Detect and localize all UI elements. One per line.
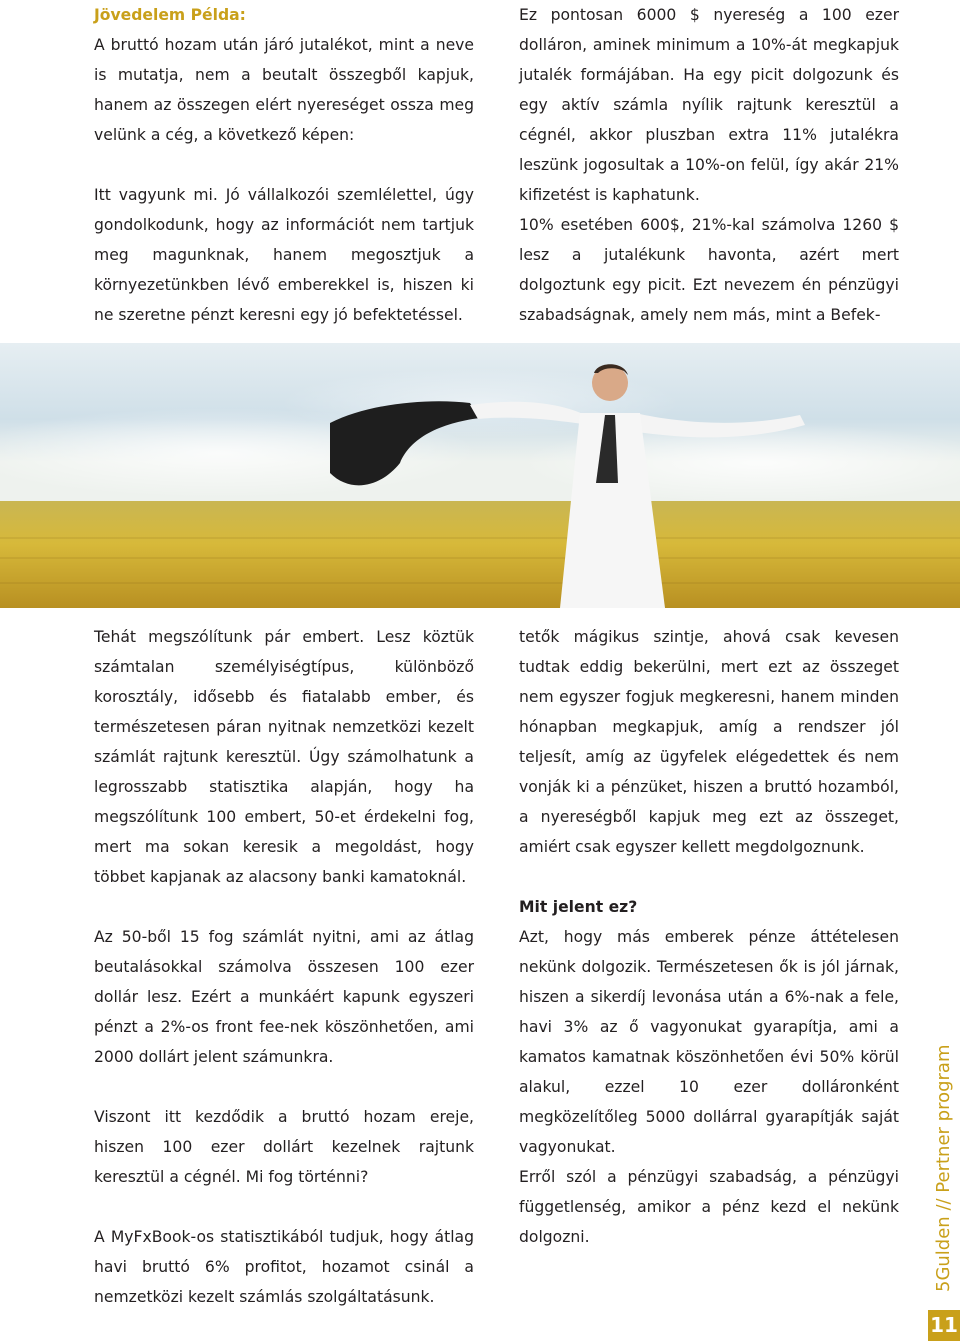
paragraph: A bruttó hozam után járó jutalékot, mint a neve is mutatja, nem a beutalt összegből kapjuk, hanem az összegen elért nyereséget ossza meg velünk a cég, a következő képen: [94,36,474,144]
top-right-column [519,0,899,330]
paragraph: Az 50-ből 15 fog számlát nyitni, ami az átlag beutalásokkal számolva összesen 100 ezer dollár lesz. Ezért a munkáért kapunk egyszeri pénzt a 2%-os front fee-nek köszönhetően, ami 2000 dollárt jelent számunkra. [94,928,474,1066]
businessman-field-photo [0,343,960,608]
top-left-column [94,0,474,330]
section-heading: Jövedelem Példa: [94,6,246,24]
paragraph: Tehát megszólítunk pár embert. Lesz köztük számtalan személyiségtípus, különböző korosztály, idősebb és fiatalabb ember, és természetesen páran nyitnak nemzetközi kezelt számlát rajtunk keresztül. Úgy számolhatunk a legrosszabb statisztika alapján, hogy ha megszólítunk 100 embert, 50-et érdekelni fog, mert ma sokan keresik a megoldást, hogy többet kapjanak az alacsony banki kamatoknál. [94,628,474,886]
bottom-left-column [94,622,474,1312]
paragraph: Ez pontosan 6000 $ nyereség a 100 ezer dolláron, aminek minimum a 10%-át megkapjuk jutalék formájában. Ha egy picit dolgozunk és egy aktív számla nyílik rajtunk keresztül a cégnél, akkor pluszban extra 11% jutalékra leszünk jogosultak a 10%-on felül, így akár 21% kifizetést is kaphatunk. [519,6,899,204]
paragraph: 10% esetében 600$, 21%-kal számolva 1260 $ lesz a jutalékunk havonta, azért mert dolgoztunk egy picit. Ezt nevezem én pénzügyi szabadságnak, amely nem más, mint a Befek- [519,216,899,324]
paragraph: tetők mágikus szintje, ahová csak kevesen tudtak eddig bekerülni, mert ezt az összeget nem egyszer fogjuk megkeresni, hanem minden hónapban megkapjuk, amíg a rendszer jól teljesít, amíg az ügyfelek elégedettek és nem vonják ki a pénzüket, hiszen a bruttó hozamból, a nyereségből kapjuk meg ezt az összeget, amiért csak egyszer kellett megdolgoznunk. [519,628,899,856]
paragraph: Erről szól a pénzügyi szabadság, a pénzügyi függetlenség, amikor a pénz kezd el nekünk dolgozni. [519,1168,899,1246]
paragraph: Viszont itt kezdődik a bruttó hozam ereje, hiszen 100 ezer dollárt kezelnek rajtunk keresztül a cégnél. Mi fog történni? [94,1108,474,1186]
bottom-right-column [519,622,899,1252]
paragraph: A MyFxBook-os statisztikából tudjuk, hogy átlag havi bruttó 6% profitot, hozamot csinál a nemzetközi kezelt számlás szolgáltatásunk. [94,1228,474,1306]
paragraph: Itt vagyunk mi. Jó vállalkozói szemlélettel, úgy gondolkodunk, hogy az információt nem tartjuk meg magunknak, hanem megosztjuk a környezetünkben lévő emberekkel is, hiszen ki ne szeretne pénzt keresni egy jó befektetéssel. [94,186,474,324]
brand-label: 5Gulden // Pertner program [933,1044,954,1292]
page-number: 11 [928,1310,960,1341]
paragraph: Azt, hogy más emberek pénze áttételesen nekünk dolgozik. Természetesen ők is jól járnak, hiszen a sikerdíj levonása után a 6%-nak a fele, havi 3% az ő vagyonukat gyarapítja, ami a kamatos kamatnak köszönhetően évi 50% körül alakul, ezzel 10 ezer dolláronként megközelítőleg 5000 dollárral gyarapítják saját vagyonukat. [519,928,899,1156]
subheading: Mit jelent ez? [519,898,638,916]
